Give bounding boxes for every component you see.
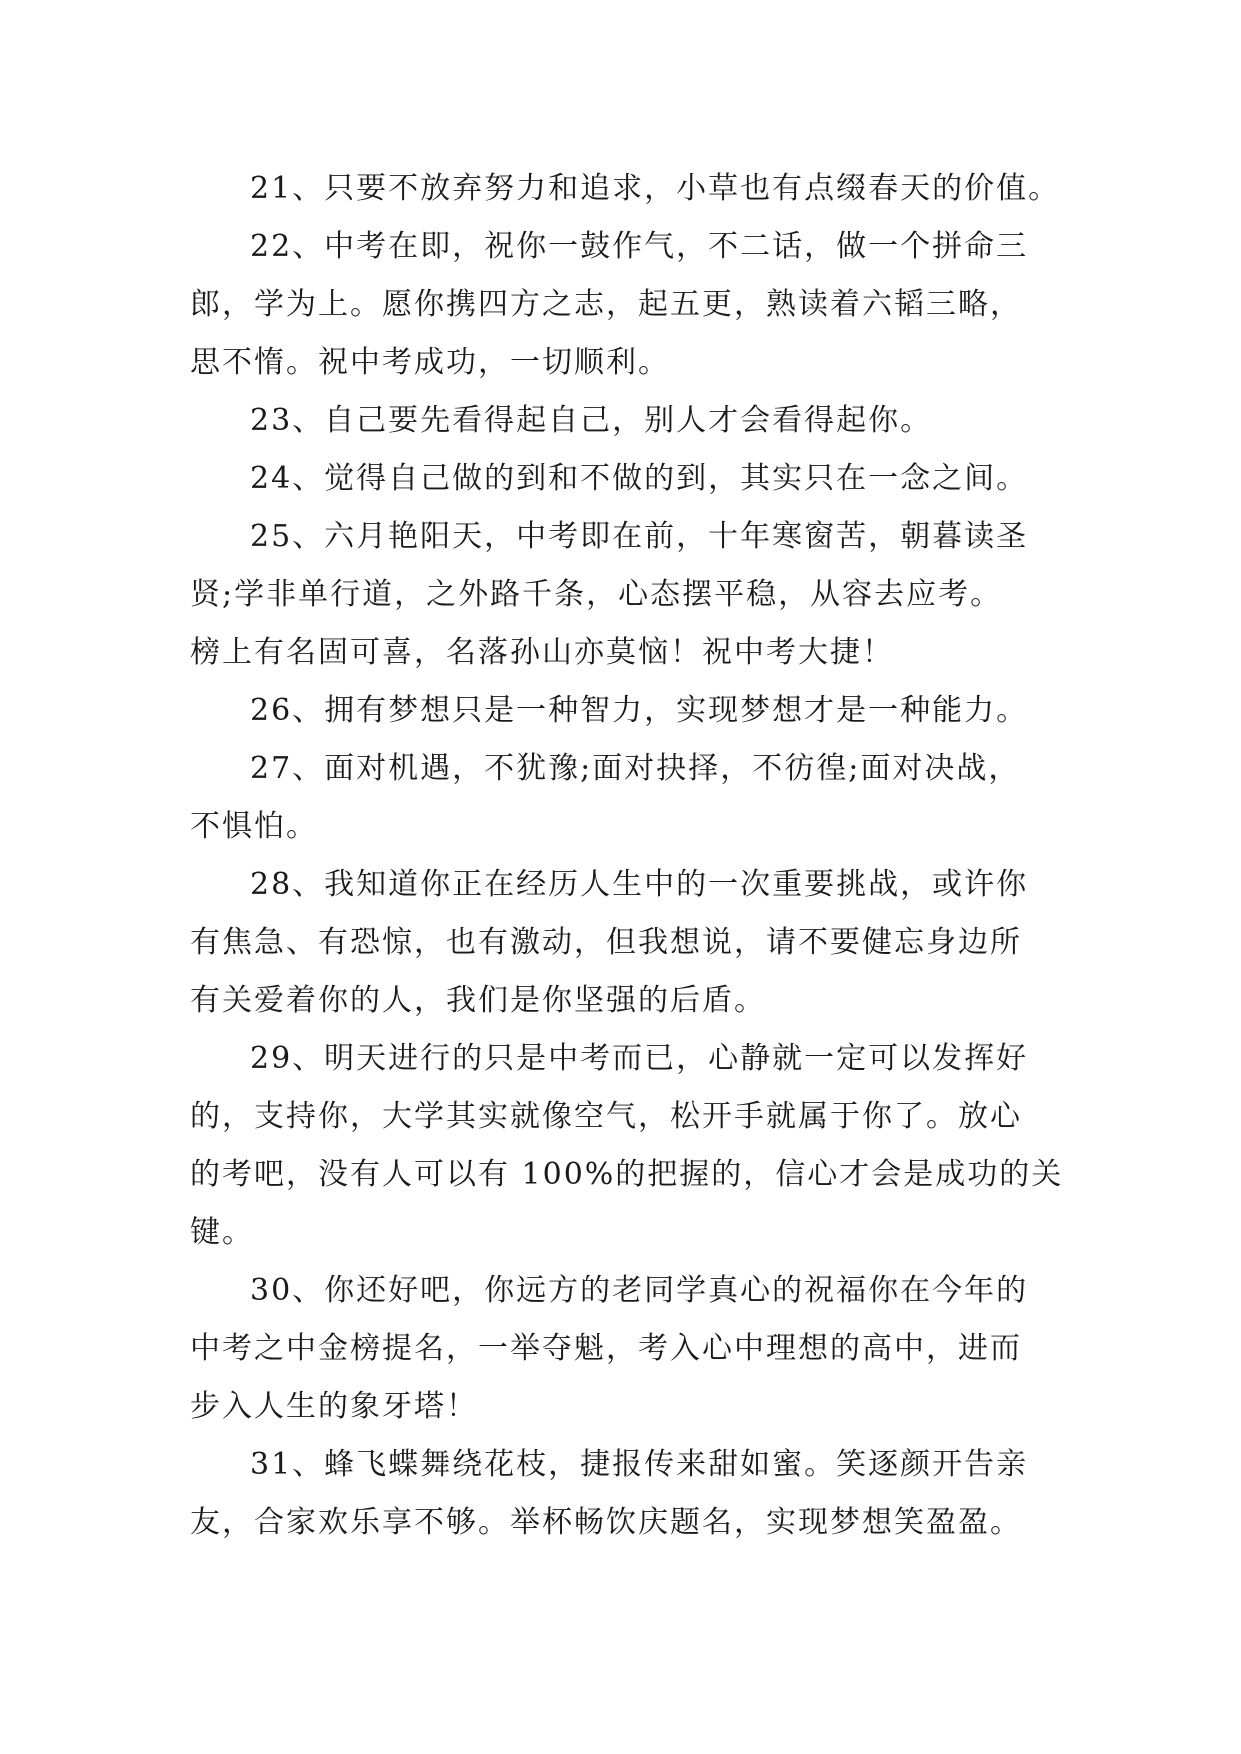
text-line: 友，合家欢乐享不够。举杯畅饮庆题名，实现梦想笑盈盈。 — [190, 1505, 1022, 1540]
text-line: 23、自己要先看得起自己，别人才会看得起你。 — [250, 403, 933, 438]
text-line: 有焦急、有恐惊，也有激动，但我想说，请不要健忘身边所 — [190, 925, 1022, 960]
text-line: 28、我知道你正在经历人生中的一次重要挑战，或许你 — [250, 867, 1029, 902]
text-line: 步入人生的象牙塔！ — [190, 1389, 478, 1424]
text-line: 21、只要不放弃努力和追求，小草也有点缀春天的价值。 — [250, 171, 1061, 206]
text-line: 中考之中金榜提名，一举夺魁，考入心中理想的高中，进而 — [190, 1331, 1022, 1366]
text-line: 22、中考在即，祝你一鼓作气，不二话，做一个拼命三 — [250, 229, 1029, 264]
text-line: 思不惰。祝中考成功，一切顺利。 — [190, 345, 670, 380]
text-line: 不惧怕。 — [190, 809, 318, 844]
text-line: 30、你还好吧，你远方的老同学真心的祝福你在今年的 — [250, 1273, 1029, 1308]
text-line: 郎，学为上。愿你携四方之志，起五更，熟读着六韬三略， — [190, 287, 1022, 322]
text-line: 24、觉得自己做的到和不做的到，其实只在一念之间。 — [250, 461, 1029, 496]
text-line: 27、面对机遇，不犹豫;面对抉择，不彷徨;面对决战， — [250, 751, 1021, 786]
text-line: 26、拥有梦想只是一种智力，实现梦想才是一种能力。 — [250, 693, 1029, 728]
text-line: 25、六月艳阳天，中考即在前，十年寒窗苦，朝暮读圣 — [250, 519, 1029, 554]
text-line: 的，支持你，大学其实就像空气，松开手就属于你了。放心 — [190, 1099, 1022, 1134]
text-line: 有关爱着你的人，我们是你坚强的后盾。 — [190, 983, 766, 1018]
text-line: 榜上有名固可喜，名落孙山亦莫恼！祝中考大捷！ — [190, 635, 894, 670]
text-line: 的考吧，没有人可以有 100%的把握的，信心才会是成功的关 — [190, 1157, 1064, 1192]
document-body — [190, 160, 1070, 1552]
text-line: 贤;学非单行道，之外路千条，心态摆平稳，从容去应考。 — [190, 577, 1003, 612]
text-line: 31、蜂飞蝶舞绕花枝，捷报传来甜如蜜。笑逐颜开告亲 — [250, 1447, 1029, 1482]
text-line: 29、明天进行的只是中考而已，心静就一定可以发挥好 — [250, 1041, 1029, 1076]
text-line: 键。 — [190, 1215, 254, 1250]
